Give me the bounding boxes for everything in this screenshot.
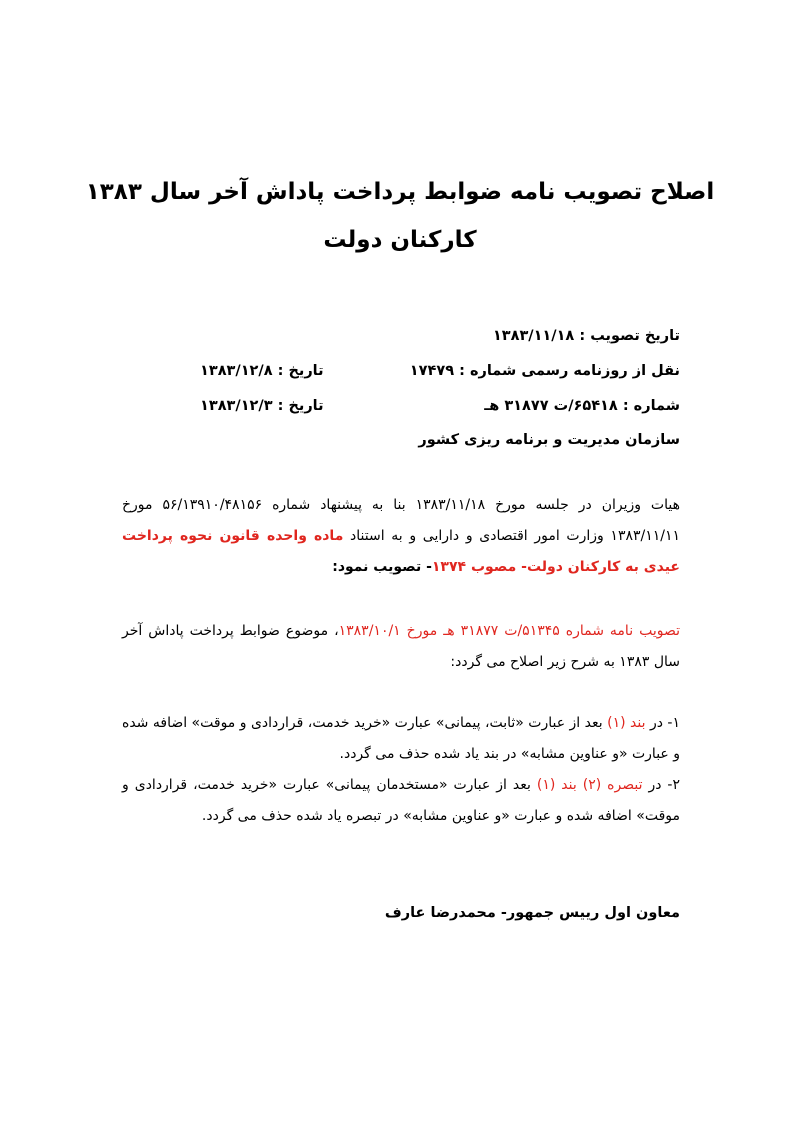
paragraph-1-text: هیات وزیران در جلسه مورخ ۱۳۸۳/۱۱/۱۸ بنا به پیشنهاد شماره ۵۶/۱۳۹۱۰/۴۸۱۵۶ مورخ ۱۳۸۳/۱۱/۱۱ وزارت امور اقتصادی و دارایی و به استناد	[122, 497, 681, 544]
paragraph-2	[122, 616, 680, 678]
paragraph-1-end: - تصویب نمود:	[332, 559, 432, 575]
item-1-text: بعد از عبارت «ثابت، پیمانی» عبارت «خرید خدمت، قراردادی و موقت» اضافه شده و عبارت «و عناوین مشابه» در بند یاد شده حذف می گردد.	[122, 715, 680, 762]
item-2-text: بعد از عبارت «مستخدمان پیمانی» عبارت «خرید خدمت، قراردادی و موقت» اضافه شده و عبارت «و عناوین مشابه» در تبصره یاد شده حذف می گردد.	[122, 777, 680, 824]
paragraph-1	[122, 490, 680, 583]
law-reference[interactable]: ماده واحده قانون نحوه پرداخت عیدی به کارکنان دولت- مصوب ۱۳۷۴	[122, 528, 680, 575]
clause-reference[interactable]: بند (۱)	[607, 715, 646, 731]
title-line-2: کارکنان دولت	[323, 227, 477, 253]
title-line-1: اصلاح تصویب نامه ضوابط پرداخت پاداش آخر سال ۱۳۸۳	[85, 179, 715, 205]
paragraph-2-text: ، موضوع ضوابط پرداخت پاداش آخر سال ۱۳۸۳ به شرح زیر اصلاح می گردد:	[122, 623, 680, 670]
organization: سازمان مدیریت و برنامه ریزی کشور	[418, 432, 680, 448]
approval-date: تاریخ تصویب : ۱۳۸۳/۱۱/۱۸	[492, 328, 680, 344]
paragraph-4	[122, 770, 680, 832]
document-title	[80, 168, 720, 264]
decree-reference[interactable]: تصویب نامه شماره ۵۱۳۴۵/ت ۳۱۸۷۷ هـ مورخ ۱۳۸۳/۱۰/۱	[338, 623, 680, 639]
decree-number: شماره : ۶۵۴۱۸/ت ۳۱۸۷۷ هـ	[484, 398, 680, 414]
signature: معاون اول رییس جمهور- محمدرضا عارف	[384, 905, 680, 921]
item-2-prefix: ۲- در	[642, 777, 681, 793]
note-reference[interactable]: تبصره (۲) بند (۱)	[536, 777, 643, 793]
item-1-prefix: ۱- در	[645, 715, 680, 731]
gazette-number: نقل از روزنامه رسمی شماره : ۱۷۴۷۹	[409, 363, 680, 379]
decree-date: تاریخ : ۱۳۸۳/۱۲/۳	[200, 398, 324, 414]
gazette-date: تاریخ : ۱۳۸۳/۱۲/۸	[200, 363, 324, 379]
paragraph-3	[122, 708, 680, 770]
